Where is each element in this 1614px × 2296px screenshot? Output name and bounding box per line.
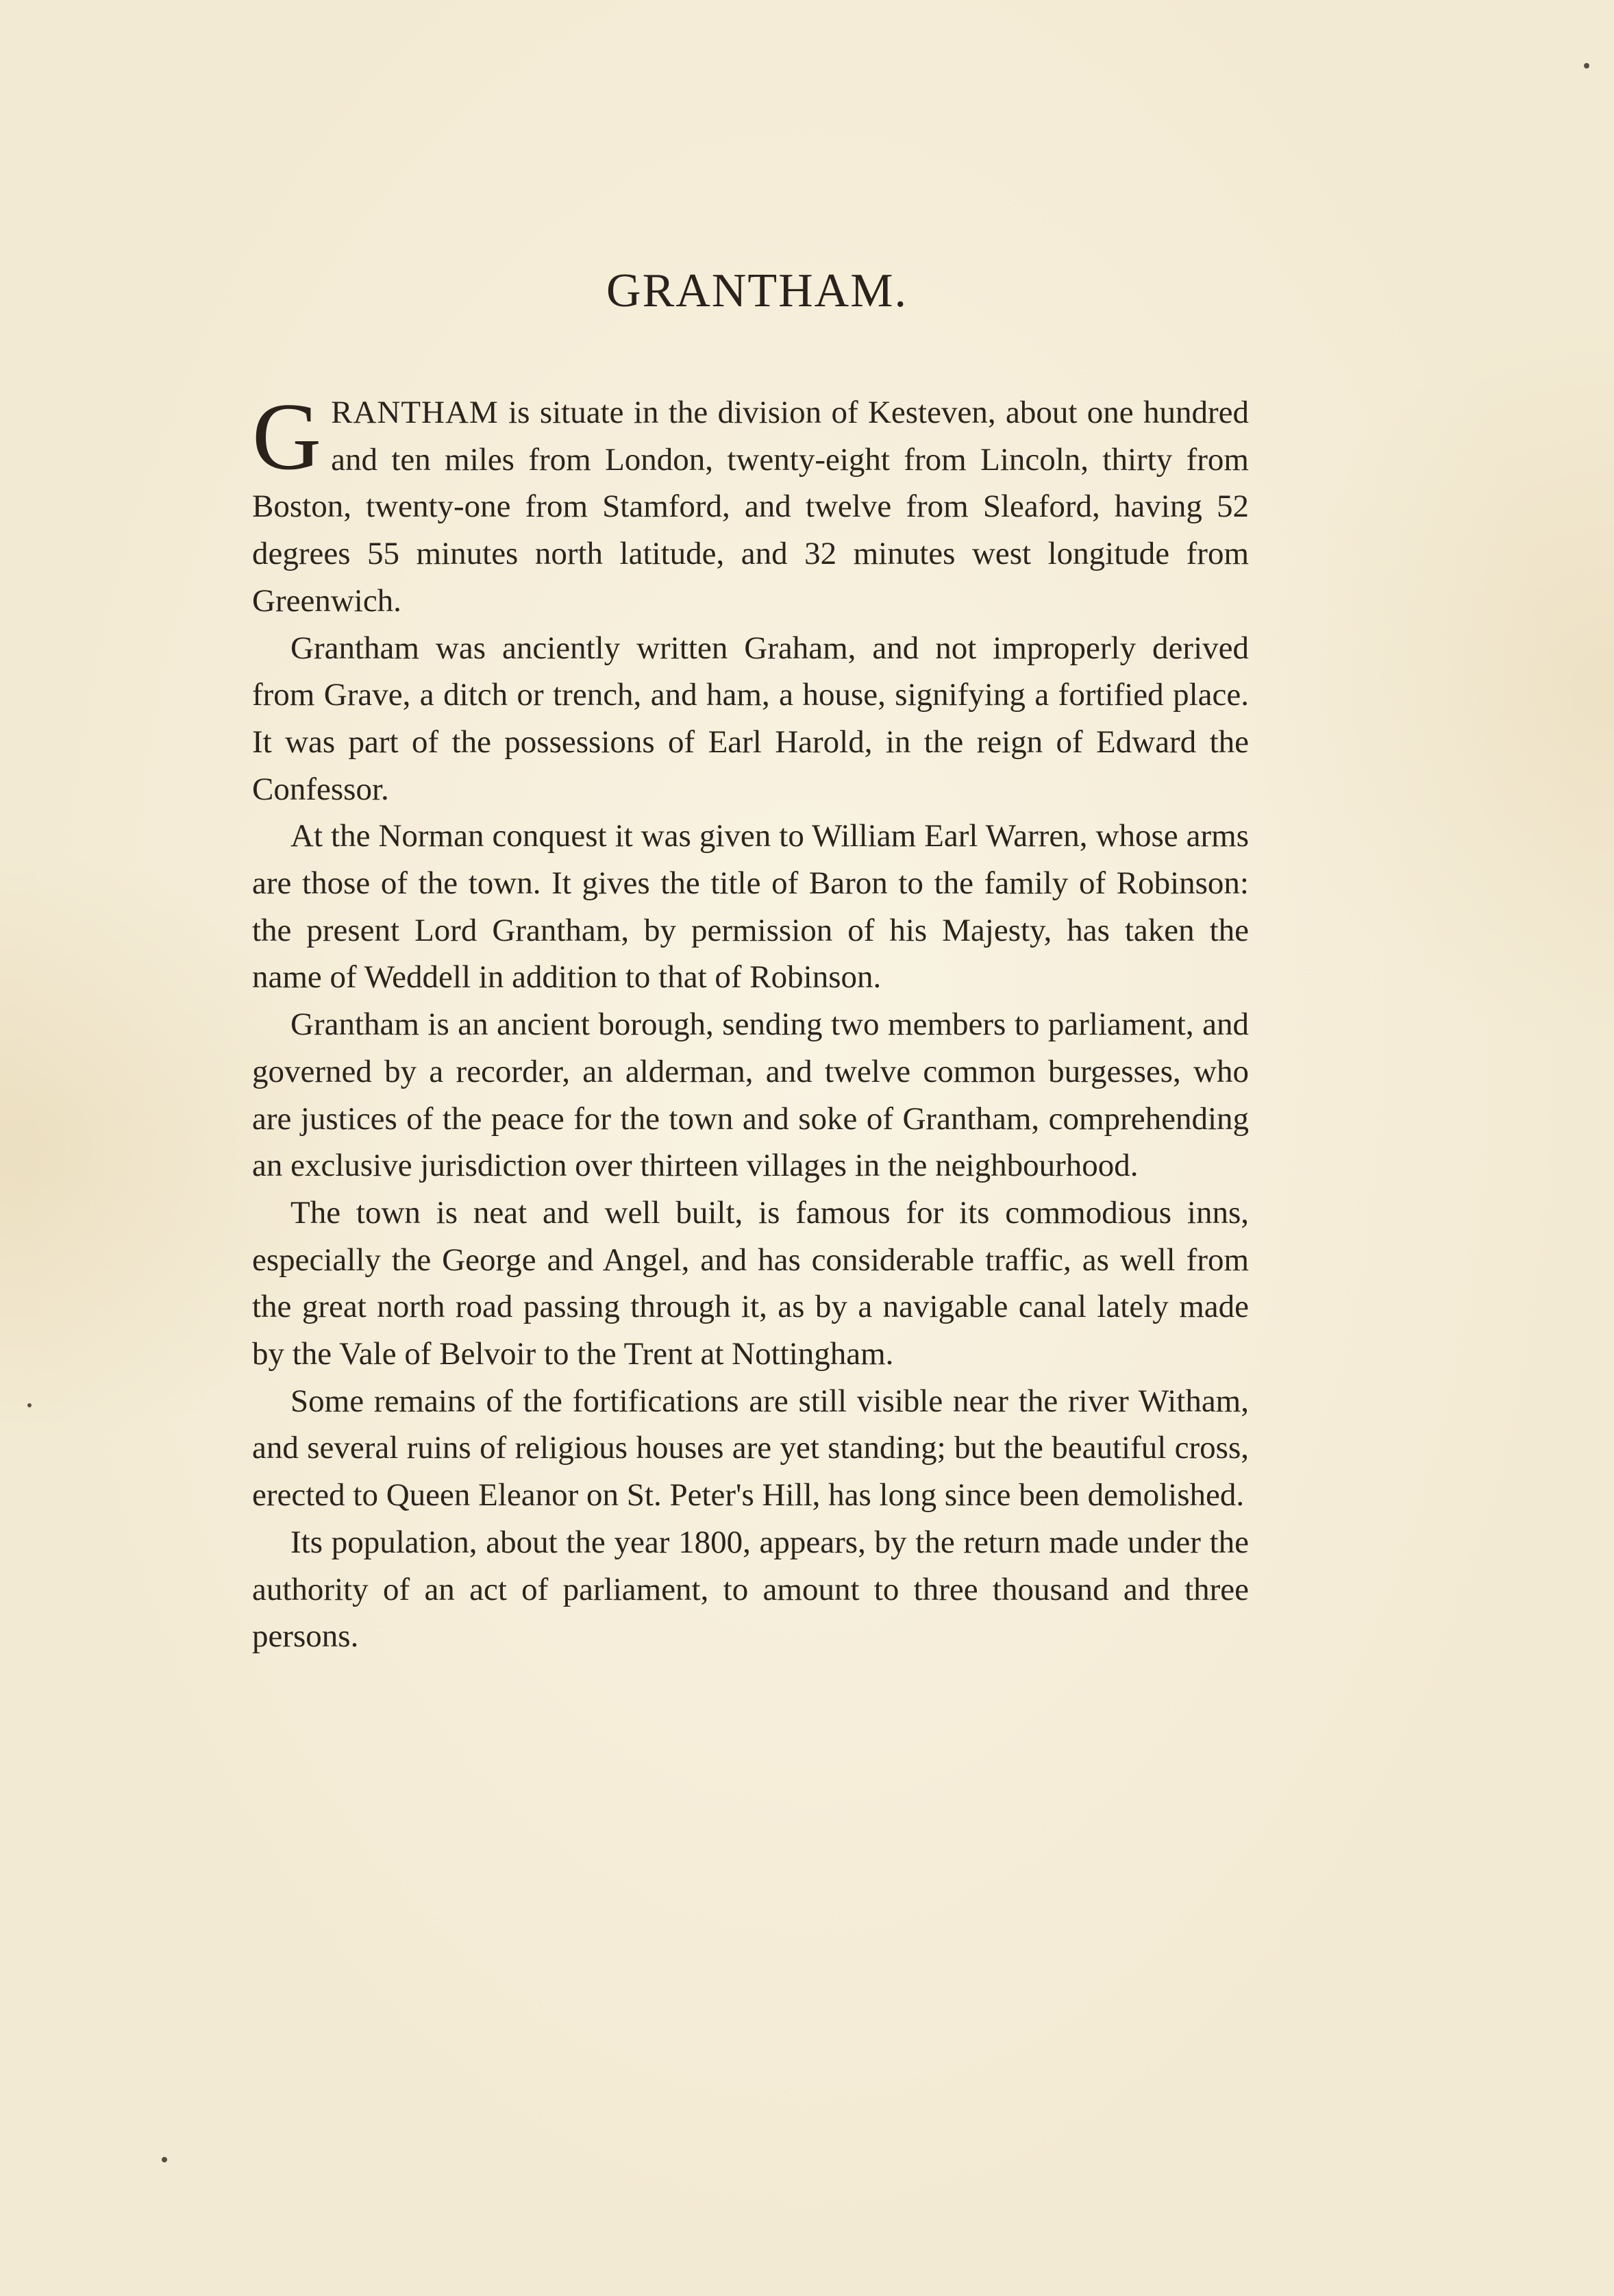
lead-caps: RANTHAM xyxy=(331,395,499,430)
paragraph-2: Grantham was anciently written Graham, and not improperly derived from Grave, a ditch or trench, and ham, a house, signifying a fortified place. It was part of the possessions of Earl Harold, in the reign of Edward the Confessor. xyxy=(252,630,1249,807)
paragraph-1 xyxy=(252,384,1249,625)
drop-cap: G xyxy=(252,384,322,490)
paragraph-7: Its population, about the year 1800, appears, by the return made under the authority of an act of parliament, to amount to three thousand and three persons. xyxy=(252,1524,1249,1655)
paper-speck xyxy=(162,2157,167,2162)
paragraph-3: At the Norman conquest it was given to William Earl Warren, whose arms are those of the town. It gives the title of Baron to the family of Robinson: the present Lord Grantham, by permission of his Majesty, has taken the name of Weddell in addition to that of Robinson. xyxy=(252,818,1249,996)
paragraph-4: Grantham is an ancient borough, sending two members to parliament, and governed by a recorder, an alderman, and twelve common burgesses, who are justices of the peace for the town and soke of Grantham, comprehending an exclusive jurisdiction over thirteen villages in the neighbourhood. xyxy=(252,1007,1249,1184)
paragraph-1-text: is situate in the division of Kesteven, about one hundred and ten miles from London, twenty-eight from Lincoln, thirty from Boston, twenty-one from Stamford, and twelve from Sleaford, having 52 degrees 55 minutes north latitude, and 32 minutes west longitude from Greenwich. xyxy=(252,395,1249,619)
paragraph-6: Some remains of the fortifications are still visible near the river Witham, and several ruins of religious houses are yet standing; but the beautiful cross, erected to Queen Eleanor on St. Peter's Hill, has long since been demolished. xyxy=(252,1383,1249,1514)
paragraph-5: The town is neat and well built, is famous for its commodious inns, especially the George and Angel, and has considerable traffic, as well from the great north road passing through it, as by a navigable canal lately made by the Vale of Belvoir to the Trent at Nottingham. xyxy=(252,1194,1249,1372)
paper-speck xyxy=(1584,63,1589,69)
paper-speck xyxy=(27,1403,32,1407)
page-title: GRANTHAM. xyxy=(606,264,908,317)
body-text xyxy=(252,384,1249,1660)
